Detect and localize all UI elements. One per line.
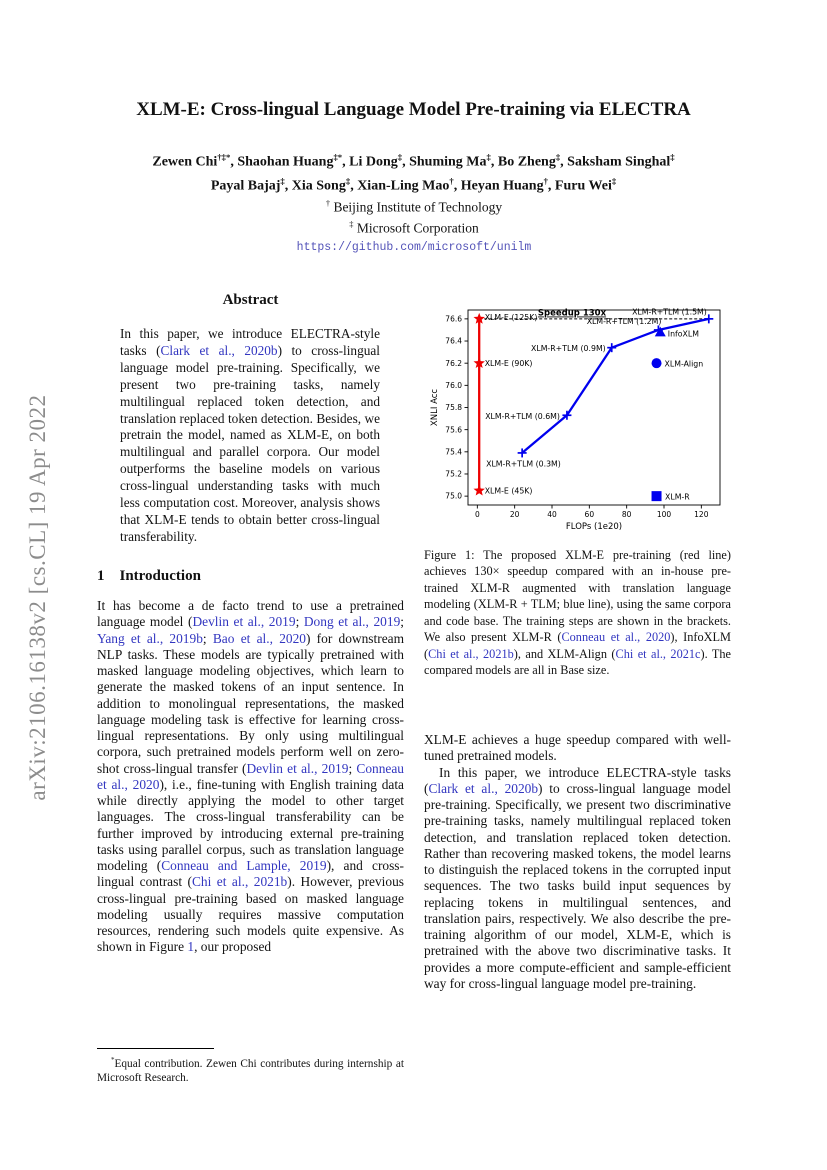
superscript-marker: ‡ <box>345 176 351 186</box>
citation-link[interactable]: Bao et al., 2020 <box>212 630 306 646</box>
text-segment: , <box>490 154 498 170</box>
section-heading-introduction <box>97 568 201 585</box>
text-segment: , <box>560 154 568 170</box>
svg-text:XLM-E (45K): XLM-E (45K) <box>484 486 533 496</box>
citation-link[interactable]: Chi et al., 2021c <box>615 646 701 661</box>
superscript-marker: † <box>325 199 331 208</box>
svg-text:100: 100 <box>656 510 672 519</box>
text-segment: Shuming Ma <box>409 154 487 170</box>
right-column-text <box>424 732 731 992</box>
text-segment: Microsoft Corporation <box>353 220 479 236</box>
svg-text:120: 120 <box>694 510 709 519</box>
text-segment: Furu Wei <box>554 178 612 194</box>
right-column <box>424 300 731 1130</box>
right-col-paragraph-2 <box>424 765 731 993</box>
citation-link[interactable]: Chi et al., 2021b <box>191 874 288 890</box>
left-column <box>97 292 404 1122</box>
svg-text:XLM-E (90K): XLM-E (90K) <box>484 359 533 369</box>
svg-text:Speedup 130x: Speedup 130x <box>537 308 607 319</box>
intro-paragraph <box>97 598 404 1042</box>
text-segment: ), and XLM-Align ( <box>513 646 616 661</box>
text-segment: , <box>402 154 410 170</box>
svg-text:XLM-R+TLM (0.9M): XLM-R+TLM (0.9M) <box>531 344 606 354</box>
figure-1-caption <box>424 547 731 679</box>
text-segment: ) to cross-lingual language model pre-training. Specifically, we present two discriminative pre-training tasks, namely multilingual replaced token detection, and translation replaced token detection. Rather than recovering masked tokens, the model learns to distinguish the replaced tokens in the corrupted input sequences. The two tasks build input sequences by replacing tokens in multilingual sentences, and translation pairs, respectively. We also describe the pre-training algorithm of our model, XLM-E, which is pretrained with the above two discriminative tasks. It provides a more compute-efficient and sample-efficient way for cross-lingual language model pre-training. <box>424 780 731 991</box>
svg-text:XLM-R+TLM (0.6M): XLM-R+TLM (0.6M) <box>485 411 560 421</box>
svg-text:75.8: 75.8 <box>445 403 462 413</box>
text-segment: Bo Zheng <box>497 154 556 170</box>
svg-text:20: 20 <box>509 510 520 519</box>
text-segment: , <box>342 154 350 170</box>
text-segment: ). However, previous cross-lingual pre-training based on masked language modeling usually requires massive computation resources, rendering such models quite expensive. As shown in Figure <box>97 874 404 955</box>
text-segment: , <box>230 154 238 170</box>
superscript-marker: † <box>449 176 454 186</box>
author-line-2 <box>40 176 787 195</box>
citation-link[interactable]: Conneau and Lample, 2019 <box>161 858 327 873</box>
text-segment: , <box>547 178 555 194</box>
svg-text:XNLI Acc: XNLI Acc <box>430 388 440 427</box>
citation-link[interactable]: 1 <box>187 939 195 955</box>
text-segment: Li Dong <box>349 154 398 170</box>
affiliation-1 <box>97 199 731 216</box>
text-segment: Shaohan Huang <box>237 154 334 170</box>
text-segment: ; <box>348 760 357 776</box>
affiliation-2 <box>97 220 731 237</box>
superscript-marker: ‡ <box>397 152 403 162</box>
text-segment: ), and cross-lingual contrast ( <box>97 858 404 890</box>
superscript-marker: † <box>543 176 548 186</box>
right-col-paragraph-1 <box>424 732 731 765</box>
svg-text:76.0: 76.0 <box>445 380 462 390</box>
text-segment: Figure 1: The proposed XLM-E pre-training (red line) achieves 130× speedup compared with an in-house pre-trained XLM-R augmented with translation language modeling (XLM-R + TLM; blue line), using the same corpora and code base. The training steps are shown in the brackets. We also present XLM-R ( <box>424 548 731 645</box>
citation-link[interactable]: Clark et al., 2020b <box>428 780 539 796</box>
svg-text:75.4: 75.4 <box>445 447 462 457</box>
superscript-marker: ‡ <box>280 176 285 186</box>
text-segment: ), i.e., fine-tuning with English training data while directly applying the model to other target languages. The cross-lingual transferability can be further improved by introducing external pre-training tasks using parallel corpus, such as translation language modeling ( <box>97 776 404 873</box>
svg-text:0: 0 <box>474 510 480 519</box>
citation-link[interactable]: Devlin et al., 2019 <box>246 760 349 776</box>
text-segment: It has become a de facto trend to use a pretrained language model ( <box>97 598 404 630</box>
svg-text:60: 60 <box>584 510 595 519</box>
footnote-text <box>97 1053 404 1086</box>
text-segment: Beijing Institute of Technology <box>330 199 503 215</box>
citation-link[interactable]: Conneau et al., 2020 <box>97 760 404 792</box>
superscript-marker: ‡ <box>555 152 561 162</box>
citation-link[interactable]: Yang et al., 2019b <box>97 630 203 646</box>
text-segment: ; <box>295 614 304 630</box>
text-segment: ) for downstream NLP tasks. These models are typically pretrained with masked language modeling objectives, which learn to generate the masked tokens of an input sentence. In addition to monolingual representations, the masked language modeling task is effective for learning cross-lingual representations. By only using multilingual corpora, such pretrained models perform well on zero-shot cross-lingual transfer ( <box>97 630 404 776</box>
superscript-marker: ‡ <box>486 152 491 162</box>
svg-text:75.0: 75.0 <box>445 491 462 501</box>
section-title: Introduction <box>119 568 201 584</box>
svg-text:XLM-Align: XLM-Align <box>664 359 704 369</box>
text-segment: ), InfoXLM ( <box>424 630 731 661</box>
svg-text:XLM-E (125K): XLM-E (125K) <box>484 312 538 322</box>
svg-text:XLM-R: XLM-R <box>665 492 690 502</box>
footnote-rule <box>97 1048 214 1049</box>
figure-1 <box>424 300 731 678</box>
svg-text:80: 80 <box>621 510 632 519</box>
text-segment: ; <box>400 614 404 630</box>
svg-text:FLOPs (1e20): FLOPs (1e20) <box>565 522 623 532</box>
text-segment: ; <box>202 630 213 646</box>
svg-text:75.2: 75.2 <box>445 469 462 479</box>
section-number: 1 <box>97 568 105 584</box>
text-segment: XLM-E achieves a huge speedup compared with well-tuned pretrained models. <box>424 732 731 764</box>
svg-text:XLM-R+TLM (0.3M): XLM-R+TLM (0.3M) <box>486 459 561 469</box>
citation-link[interactable]: Devlin et al., 2019 <box>192 614 296 630</box>
text-segment: Xian-Ling Mao <box>357 178 450 194</box>
svg-text:40: 40 <box>547 510 557 519</box>
svg-text:XLM-R+TLM (1.2M): XLM-R+TLM (1.2M) <box>586 316 662 326</box>
svg-text:76.6: 76.6 <box>445 314 462 324</box>
superscript-marker: ‡ <box>611 176 617 186</box>
text-segment: , <box>284 178 292 194</box>
figure-1-chart <box>424 300 730 535</box>
author-line-1 <box>40 152 787 171</box>
citation-link[interactable]: Dong et al., 2019 <box>303 614 401 630</box>
text-segment: ). The compared models are all in Base size. <box>424 646 731 678</box>
github-link[interactable]: https://github.com/microsoft/unilm <box>296 241 532 254</box>
text-segment: Zewen Chi <box>152 154 218 170</box>
superscript-marker: ‡ <box>349 220 354 229</box>
superscript-marker: ‡ <box>670 152 675 162</box>
abstract-text <box>120 326 380 546</box>
citation-link[interactable]: Clark et al., 2020b <box>160 342 278 358</box>
citation-link[interactable]: Conneau et al., 2020 <box>561 630 671 645</box>
paper-title: XLM-E: Cross-lingual Language Model Pre-training via ELECTRA <box>136 99 691 120</box>
text-segment: ) to cross-lingual language model pre-training. Specifically, we present two pre-training tasks, namely multilingual replaced token detection, and translation replaced token detection. Besides, we pretrain the model, named as XLM-E, on both multilingual and parallel corpora. Our model outperforms the baseline models on various cross-lingual understanding tasks with much less computation cost. Moreover, analysis shows that XLM-E tends to obtain better cross-lingual transferability. <box>120 342 380 544</box>
svg-text:76.4: 76.4 <box>445 336 462 346</box>
text-segment: Equal contribution. Zewen Chi contributes during internship at Microsoft Research. <box>97 1057 404 1085</box>
text-segment: In this paper, we introduce ELECTRA-style tasks ( <box>120 326 380 358</box>
text-segment: Heyan Huang <box>460 178 544 194</box>
svg-text:XLM-R+TLM (1.5M): XLM-R+TLM (1.5M) <box>632 307 707 317</box>
text-segment: , <box>453 178 461 194</box>
superscript-marker: †‡* <box>217 152 231 162</box>
svg-text:76.2: 76.2 <box>445 358 462 368</box>
superscript-marker: * <box>111 1056 115 1064</box>
text-segment: , our proposed <box>194 939 272 955</box>
svg-text:InfoXLM: InfoXLM <box>667 329 699 339</box>
citation-link[interactable]: Chi et al., 2021b <box>428 646 514 661</box>
text-segment: Payal Bajaj <box>210 178 281 194</box>
text-segment: Saksham Singhal <box>567 154 671 170</box>
abstract-heading: Abstract <box>222 292 279 308</box>
superscript-marker: ‡* <box>333 152 343 162</box>
arxiv-watermark: arXiv:2106.16138v2 [cs.CL] 19 Apr 2022 <box>25 394 50 801</box>
svg-text:75.6: 75.6 <box>445 425 462 435</box>
text-segment: Xia Song <box>291 178 346 194</box>
text-segment: , <box>350 178 358 194</box>
text-segment: In this paper, we introduce ELECTRA-style tasks ( <box>424 764 731 796</box>
